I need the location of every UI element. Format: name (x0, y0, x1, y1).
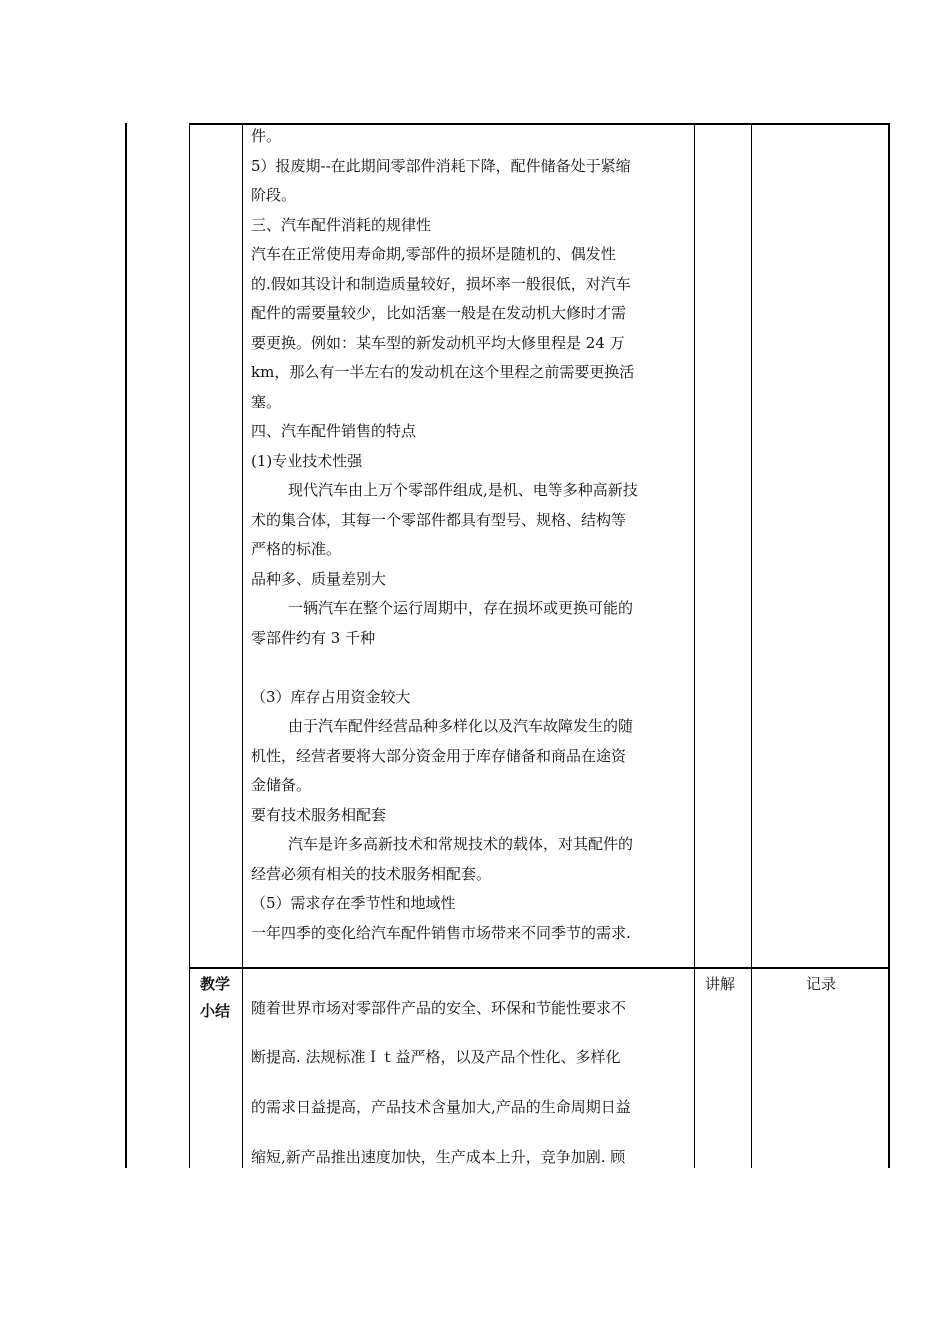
content-line: 零部件约有 3 千种 (251, 628, 376, 647)
content-line: 配件的需要量较少，比如活塞一般是在发动机大修时才需 (251, 304, 627, 322)
note-cell: 记录 (806, 975, 837, 993)
content-line: 由于汽车配件经营品种多样化以及汽车故障发生的随 (288, 717, 634, 735)
content-line: 四、汽车配件销售的特点 (251, 422, 417, 440)
label-col-left-border (189, 123, 190, 1168)
content-cell (251, 122, 691, 948)
note-col-left-border (751, 123, 752, 1168)
summary-line: 缩短,新产品推出速度加快，生产成本上升，竞争加剧. 顾 (251, 1148, 626, 1166)
summary-label-line1: 教学 (200, 975, 231, 993)
content-line: 汽车在正常使用寿命期,零部件的损坏是随机的、偶发性 (251, 245, 616, 263)
content-line: 的.假如其设计和制造质量较好，损坏率一般很低，对汽车 (251, 274, 631, 293)
content-line: 严格的标准。 (251, 540, 342, 558)
content-line: 经营必须有相关的技术服务相配套。 (251, 864, 492, 883)
content-line: 现代汽车由上万个零部件组成,是机、电等多种高新技 (288, 481, 638, 499)
row-divider (189, 967, 890, 969)
content-line: （3）库存占用资金较大 (251, 687, 411, 706)
content-line: （5）需求存在季节性和地域性 (251, 894, 456, 912)
content-line: 品种多、质量差别大 (251, 569, 387, 588)
content-line: 机性，经营者要将大部分资金用于库存储备和商品在途资 (251, 746, 627, 765)
content-line (251, 653, 691, 683)
content-line: 件。 (251, 127, 282, 145)
content-col-left-border (242, 123, 243, 1168)
content-line: 金储备。 (251, 776, 312, 794)
content-line: 要更换。例如：某车型的新发动机平均大修里程是 24 万 (251, 333, 625, 352)
content-line: 一年四季的变化给汽车配件销售市场带来不同季节的需求. (251, 923, 631, 942)
content-line: 一辆汽车在整个运行周期中，存在损坏或更换可能的 (288, 599, 634, 617)
summary-line: 的需求日益提高，产品技术含量加大,产品的生命周期日益 (251, 1098, 631, 1116)
method-col-left-border (694, 123, 695, 1168)
content-line: (1)专业技术性强 (251, 451, 363, 470)
outer-right-border (888, 123, 890, 1168)
content-line: 汽车是许多高新技术和常规技术的载体，对其配件的 (288, 835, 634, 853)
content-line: 阶段。 (251, 186, 297, 204)
method-cell: 讲解 (705, 975, 736, 993)
summary-line: 断提高. 法规标准Ｉｔ益严格，以及产品个性化、多样化 (251, 1048, 621, 1066)
content-line: 要有技术服务相配套 (251, 805, 387, 824)
summary-line: 随着世界市场对零部件产品的安全、环保和节能性要求不 (251, 999, 627, 1017)
outer-left-border (125, 123, 127, 1168)
content-line: 术的集合体，其每一个零部件都具有型号、规格、结构等 (251, 510, 627, 529)
summary-label-line2: 小结 (200, 1002, 231, 1020)
content-line: 三、汽车配件消耗的规律性 (251, 215, 432, 234)
content-line: km，那么有一半左右的发动机在这个里程之前需要更换活 (251, 363, 635, 381)
content-line: 塞。 (251, 392, 282, 411)
content-line: 5）报废期--在此期间零部件消耗下降，配件储备处于紧缩 (251, 156, 631, 175)
